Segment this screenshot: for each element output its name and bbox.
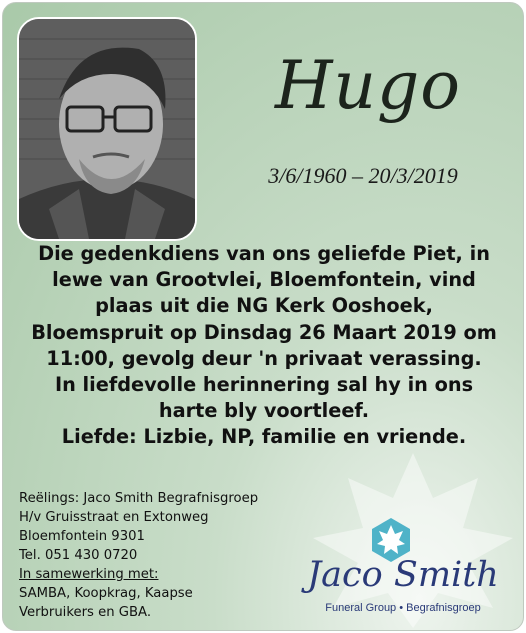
logo-name: Jaco Smith: [307, 555, 499, 595]
notice-line: lewe van Grootvlei, Bloemfontein, vind: [52, 268, 476, 292]
notice-line: Bloemspruit op Dinsdag 26 Maart 2019 om: [31, 320, 497, 344]
cooperation-label: In samewerking met:: [19, 567, 159, 582]
partners-line: SAMBA, Koopkrag, Kaapse: [19, 586, 193, 601]
contact-info: [19, 489, 299, 622]
life-dates: 3/6/1960 – 20/3/2019: [268, 163, 458, 188]
notice-line: Liefde: Lizbie, NP, familie en vriende.: [61, 425, 467, 449]
notice-line: harte bly voortleef.: [158, 399, 370, 423]
contact-line: H/v Gruisstraat en Extonweg: [19, 510, 209, 525]
contact-line: Reëlings: Jaco Smith Begrafnisgroep: [19, 491, 259, 506]
phone-number: Tel. 051 430 0720: [19, 548, 138, 563]
memorial-notice: [2, 2, 524, 631]
logo-tagline: Funeral Group • Begrafnisgroep: [325, 602, 481, 614]
notice-line: 11:00, gevolg deur 'n privaat verassing.: [46, 346, 482, 370]
partners-line: Verbruikers en GBA.: [19, 605, 152, 620]
notice-line: Die gedenkdiens van ons geliefde Piet, in: [38, 242, 490, 265]
notice-line: plaas uit die NG Kerk Ooshoek,: [95, 294, 433, 318]
deceased-name: Hugo: [274, 47, 462, 124]
portrait-photo: [17, 17, 197, 241]
notice-line: In liefdevolle herinnering sal hy in ons: [54, 373, 474, 397]
notice-body: [11, 241, 517, 451]
contact-line: Bloemfontein 9301: [19, 529, 145, 544]
